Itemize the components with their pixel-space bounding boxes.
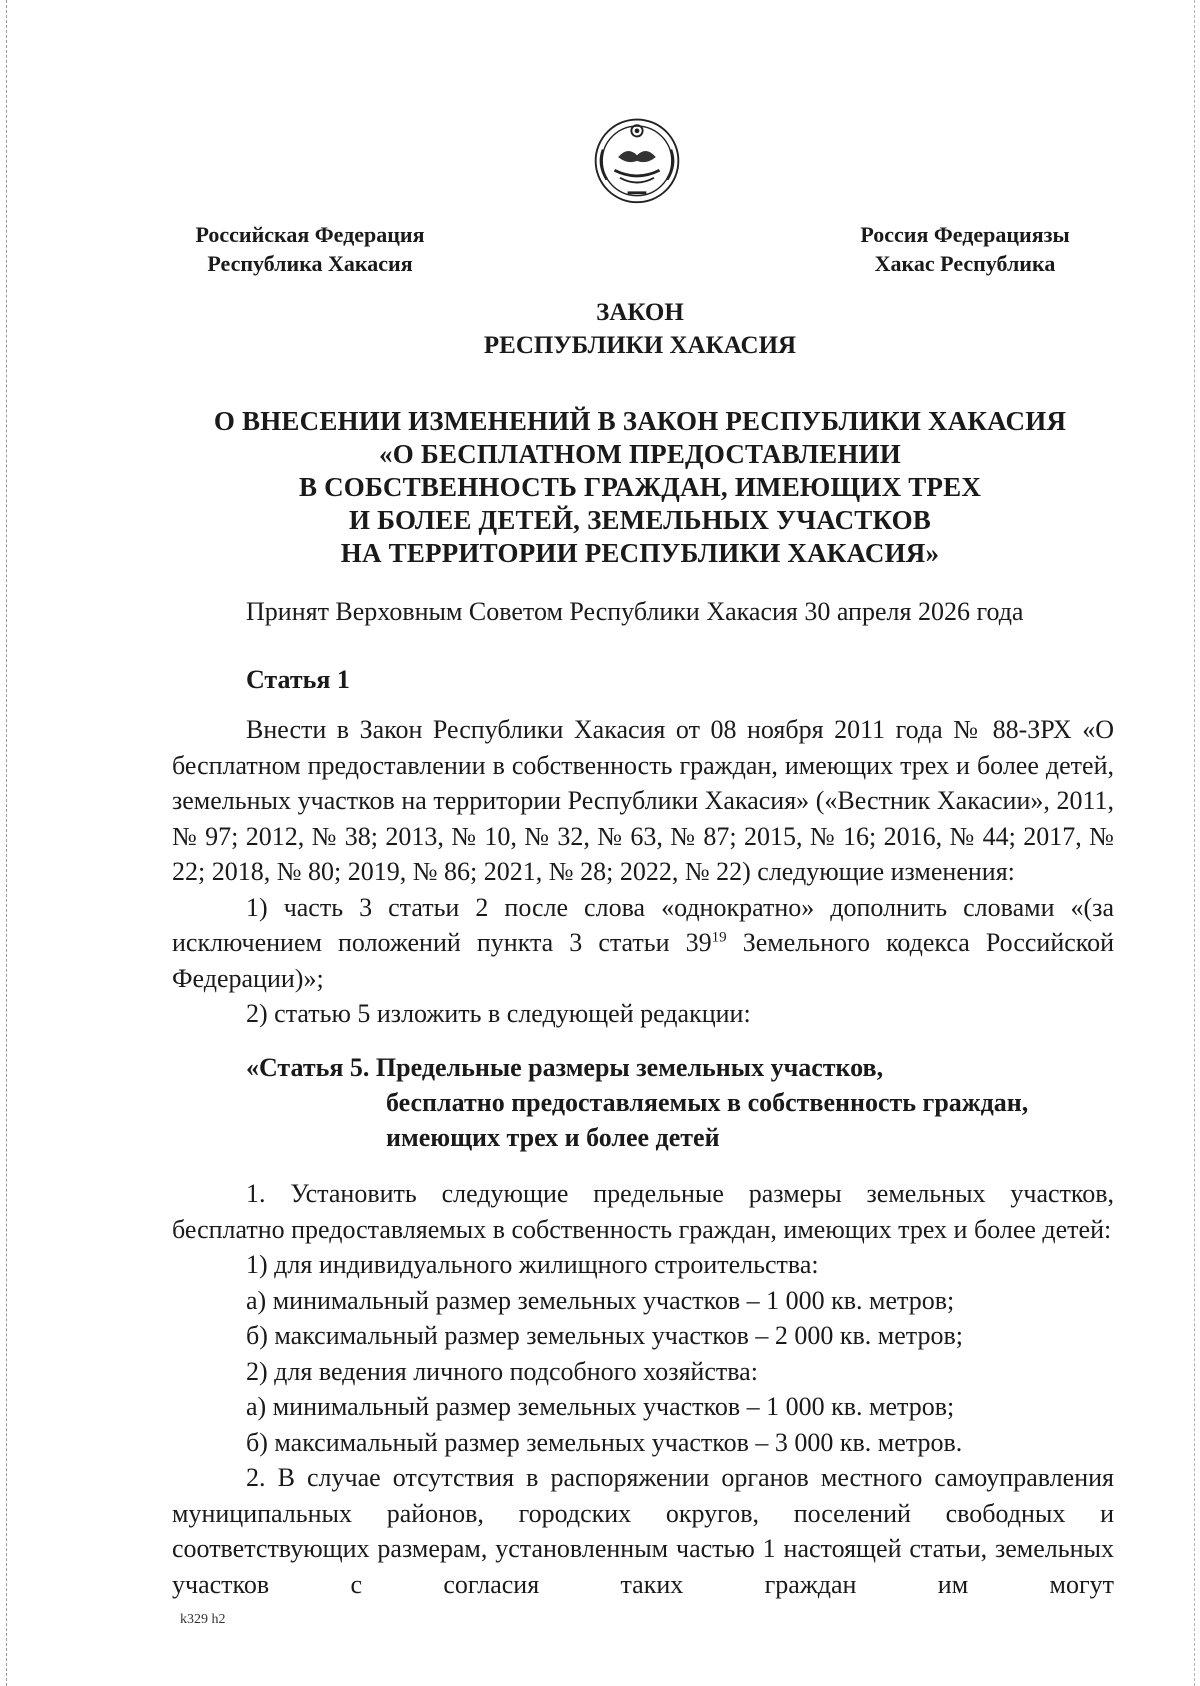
article-5-heading-line2: бесплатно предоставляемых в собственность граждан, xyxy=(386,1088,1029,1117)
law-name-line: В СОБСТВЕННОСТЬ ГРАЖДАН, ИМЕЮЩИХ ТРЕХ xyxy=(298,472,982,502)
article-1-item-1 xyxy=(172,890,1114,997)
article-1-heading: Статья 1 xyxy=(246,665,350,694)
item-1-superscript: 19 xyxy=(711,929,727,946)
header-right xyxy=(850,220,1080,278)
list-item: б) максимальный размер земельных участков – 2 000 кв. метров; xyxy=(246,1321,963,1350)
header-left-line1: Российская Федерация xyxy=(195,222,425,247)
list-item: 1) для индивидуального жилищного строительства: xyxy=(246,1250,819,1279)
article-1-item-2: 2) статью 5 изложить в следующей редакции: xyxy=(246,999,751,1028)
list-item: 2) для ведения личного подсобного хозяйства: xyxy=(246,1356,758,1386)
item-1-text-a: 1) часть 3 статьи 2 после слова «однократно» дополнить словами «(за исключением положений пункта 3 статьи 39 xyxy=(172,892,1114,957)
article-5-heading-line1: «Статья 5. Предельные размеры земельных участков, xyxy=(246,1053,884,1082)
article-5-paragraph-2: 2. В случае отсутствия в распоряжении органов местного самоуправления муниципальных районов, городских округов, поселений свободных и соответствующих размерам, установленным частью 1 настоящей статьи, земельных участков с согласия таких граждан им могут xyxy=(172,1463,1114,1599)
article-5-heading-line3: имеющих трех и более детей xyxy=(386,1123,720,1152)
article-5-paragraph-1: 1. Установить следующие предельные размеры земельных участков, бесплатно предоставляемых в собственность граждан, имеющих трех и более детей: xyxy=(172,1179,1114,1244)
scan-edge-left xyxy=(6,0,7,1686)
coat-of-arms-emblem-icon xyxy=(590,112,684,206)
law-title-line1: ЗАКОН xyxy=(596,299,684,326)
article-5-heading xyxy=(246,1050,1028,1155)
article-1-body xyxy=(172,712,1114,1032)
article-5-body xyxy=(172,1176,1114,1602)
law-name-line: О ВНЕСЕНИИ ИЗМЕНЕНИЙ В ЗАКОН РЕСПУБЛИКИ ХАКАСИЯ xyxy=(213,406,1067,436)
law-name-line: И БОЛЕЕ ДЕТЕЙ, ЗЕМЕЛЬНЫХ УЧАСТКОВ xyxy=(349,505,931,535)
footer-code: k329 h2 xyxy=(180,1612,226,1627)
law-title-line2: РЕСПУБЛИКИ ХАКАСИЯ xyxy=(483,332,797,359)
list-item: а) минимальный размер земельных участков – 1 000 кв. метров; xyxy=(246,1285,955,1315)
item-1-text-b: Земельного кодекса Российской Федерации)»; xyxy=(172,928,1114,993)
article-1-intro: Внести в Закон Республики Хакасия от 08 ноября 2011 года № 88-ЗРХ «О бесплатном предоставлении в собственность граждан, имеющих трех и более детей, земельных участков на территории Республики Хакасия» («Вестник Хакасии», 2011, № 97; 2012, № 38; 2013, № 10, № 32, № 63, № 87; 2015, № 16; 2016, № 44; 2017, № 22; 2018, № 80; 2019, № 86; 2021, № 28; 2022, № 22) следующие изменения: xyxy=(172,715,1114,886)
list-item: б) максимальный размер земельных участков – 3 000 кв. метров. xyxy=(246,1427,963,1457)
header-left-line2: Республика Хакасия xyxy=(207,251,413,276)
list-item: а) минимальный размер земельных участков – 1 000 кв. метров; xyxy=(246,1392,955,1421)
law-name-line: «О БЕСПЛАТНОМ ПРЕДОСТАВЛЕНИИ xyxy=(379,439,901,469)
law-title xyxy=(160,296,1120,362)
adoption-note: Принят Верховным Советом Республики Хакасия 30 апреля 2026 года xyxy=(246,597,1024,626)
scan-edge-right xyxy=(1194,0,1195,1686)
header-left xyxy=(180,220,440,278)
header-right-line1: Россия Федерациязы xyxy=(860,222,1070,247)
header-right-line2: Хакас Республика xyxy=(874,251,1056,276)
law-name-line: НА ТЕРРИТОРИИ РЕСПУБЛИКИ ХАКАСИЯ» xyxy=(340,538,940,568)
law-name xyxy=(160,405,1120,570)
